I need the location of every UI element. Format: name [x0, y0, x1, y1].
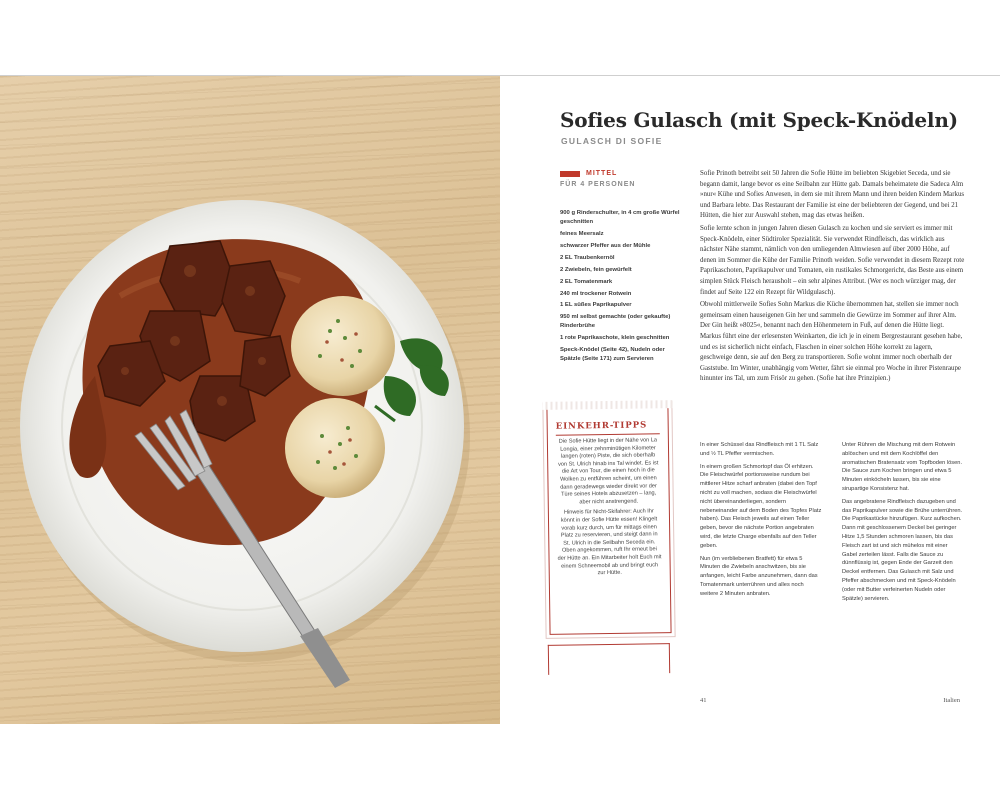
difficulty-bar: [560, 171, 580, 177]
intro-text: [700, 169, 965, 387]
ingredient-list: [560, 209, 680, 367]
ingredient-item: 2 EL Traubenkernöl: [560, 254, 615, 261]
method-step: Nun (im verbliebenen Bratfett) für etwa 5 Minuten die Zwiebeln anschwitzen, bis sie anfangen, leicht Farbe anzunehmen, dann das Tomatenmark unterrühren und alles noch weitere 2 Minuten anbraten.: [700, 555, 818, 597]
intro-paragraph: Obwohl mittlerweile Sofies Sohn Markus die Küche übernommen hat, stellen sie immer noch gemeinsam einen hauseigenen Gin her und sammeln die Gewürze im Sommer auf ihrer Alm. Der Gin heißt »8025«, benannt nach den Höhenmetern in Fuß, auf denen die Hütte liegt. Markus führt eine der erlesensten Weinkarten, die ich je in einem Bergrestaurant gesehen habe, und es ist sicherlich nicht einfach, Flaschen in einer solchen Höhe korrekt zu lagern, geschweige denn, sie auf den Berg zu transportieren. Sofie wohnt immer noch oberhalb der Gaststube. Im Winter, unabhängig vom Wetter, fährt sie einmal pro Woche in ihrer Pistenraupe hinunter ins Tal, um zum Frisör zu gehen. (Sofie hat ihre Prinzipien.): [700, 301, 963, 383]
tips-paragraph: Die Sofie Hütte liegt in der Nähe von La Longia, einer zehnminütigen Kilometer langen (roten) Piste, die sich oberhalb von St. Ulrich hinab ins Tal windet. Es ist die Art von Tour, die einen hoch in die Wolken zu entführen scheint, um einen dann geradewegs wieder direkt vor der Türe seines Hotels abzusetzen – lang, aber nicht anstrengend.: [558, 437, 659, 506]
method-column-right: [842, 441, 964, 607]
tips-paragraph: Hinweis für Nicht-Skifahrer: Auch Ihr könnt in der Sofie Hütte essen! Klingelt vorab kurz durch, um für mittags einen Platz zu reservieren, und steigt dann in St. Ulrich in die Seilbahn Seceda ein. Oben angekommen, ruft Ihr erneut bei der Hütte an. Ein Mitarbeiter holt Euch mit einem Schneemobil ab und bringt euch zur Hütte.: [557, 508, 662, 577]
ingredient-item: 1 EL süßes Paprikapulver: [560, 302, 632, 309]
page-number: 41: [700, 697, 707, 704]
ingredient-item: 1 rote Paprikaschote, klein geschnitten: [560, 335, 670, 342]
tips-box: [546, 405, 671, 635]
ingredient-item: Speck-Knödel (Seite 42), Nudeln oder Spätzle (Seite 171) zum Servieren: [560, 347, 665, 362]
book-spread: [0, 75, 1000, 723]
method-step: In einem großen Schmortopf das Öl erhitzen. Die Fleischwürfel portionsweise rundum bei mittlerer Hitze scharf anbraten (dabei den Topf nicht zu voll machen, sodass die Fleischwürfel nicht übereinanderliegen, sondern nebeneinander auf dem Boden des Topfes Platz haben). Das Fleisch jeweils auf einen Teller geben, bevor die nächste Portion angebraten wird, die letzte Charge ebenfalls auf den Teller geben.: [700, 463, 822, 549]
recipe-page: [500, 76, 1000, 724]
servings-label: FÜR 4 PERSONEN: [560, 181, 636, 188]
ingredient-item: schwarzer Pfeffer aus der Mühle: [560, 242, 651, 249]
tips-box-continuation: [548, 643, 670, 675]
method-step: Das angebratene Rindfleisch dazugeben und das Paprikapulver sowie die Brühe unterrühren. Die Paprikastücke hinzufügen. Kurz aufkochen. Dann mit geschlossenem Deckel bei geringer Hitze 1,5 Stunden schmoren lassen, bis das Fleisch zart ist und sich mühelos mit einer Gabel zerteilen lässt. Falls die Sauce zu dünnflüssig ist, gegen Ende der Garzeit den Deckel entfernen. Das Gulasch mit Salz und Pfeffer abschmecken und mit Speck-Knödeln (oder mit Butter verfeinerten Nudeln oder Spätzle) servieren.: [842, 498, 963, 602]
ingredient-item: 950 ml selbst gemachte (oder gekaufte) Rinderbrühe: [560, 314, 671, 330]
difficulty-block: [560, 170, 680, 188]
intro-paragraph: Sofie lernte schon in jungen Jahren diesen Gulasch zu kochen und sie serviert es immer mit Speck-Knödeln, einer Südtiroler Spezialität. Sie verwendet Rindfleisch, das wirklich aus nächster Nähe stammt, nämlich von den umliegenden Almwiesen auf über 2000 Höhe, auf denen im Sommer die Kühe der Familie Prinoth weiden. Sofie verwendet in diesem Rezept rote Paprikaschoten, Paprikapulver und Tomaten, ein rustikales Schmorgericht, das Beste aus einem simplen Stück Fleisch herausholt – ein sehr alpines Attribut. (Wer es noch würziger mag, der findet auf Seite 122 ein Rezept für Wildgulasch).: [700, 224, 965, 296]
section-name: Italien: [943, 697, 960, 704]
recipe-subtitle: GULASCH DI SOFIE: [561, 136, 663, 146]
ingredient-item: 2 Zwiebeln, fein gewürfelt: [560, 266, 632, 273]
goulash-plate-illustration: [0, 76, 500, 724]
ingredient-item: 900 g Rinderschulter, in 4 cm große Würfel geschnitten: [560, 210, 680, 225]
difficulty-label: MITTEL: [586, 170, 618, 177]
method-step: In einer Schüssel das Rindfleisch mit 1 TL Salz und ½ TL Pfeffer vermischen.: [700, 442, 819, 457]
ingredient-item: feines Meersalz: [560, 230, 604, 237]
ingredient-item: 2 EL Tomatenmark: [560, 278, 613, 285]
method-columns: [700, 441, 965, 607]
method-column-left: [700, 441, 822, 607]
intro-paragraph: Sofie Prinoth betreibt seit 50 Jahren die Sofie Hütte im beliebten Skigebiet Seceda, und sie begann damit, lange bevor es eine Seilbahn zur Hütte gab. Damals beheimatete die Sadeca Alm »nur« Kühe und Sofies Anwesen, in dem sie mit ihrem Mann und ihren beiden Kindern Markus und Barbara lebte. Das Restaurant der Familie ist eine der beliebteren der Gegend, und bei 21 Hütten, die hier zur Auswahl stehen, mag das etwas heißen.: [700, 170, 965, 220]
ingredient-item: 240 ml trockener Rotwein: [560, 290, 632, 297]
tips-heading: EINKEHR-TIPPS: [556, 420, 660, 435]
recipe-title: Sofies Gulasch (mit Speck-Knödeln): [560, 108, 958, 132]
method-step: Unter Rühren die Mischung mit dem Rotwein ablöschen und mit dem Kochlöffel den aromatischen Bratensatz vom Topfboden lösen. Die Sauce zum Kochen bringen und etwa 5 Minuten einköcheln lassen, bis sie eine sirupartige Konsistenz hat.: [842, 442, 963, 492]
dish-photo: [0, 76, 500, 724]
